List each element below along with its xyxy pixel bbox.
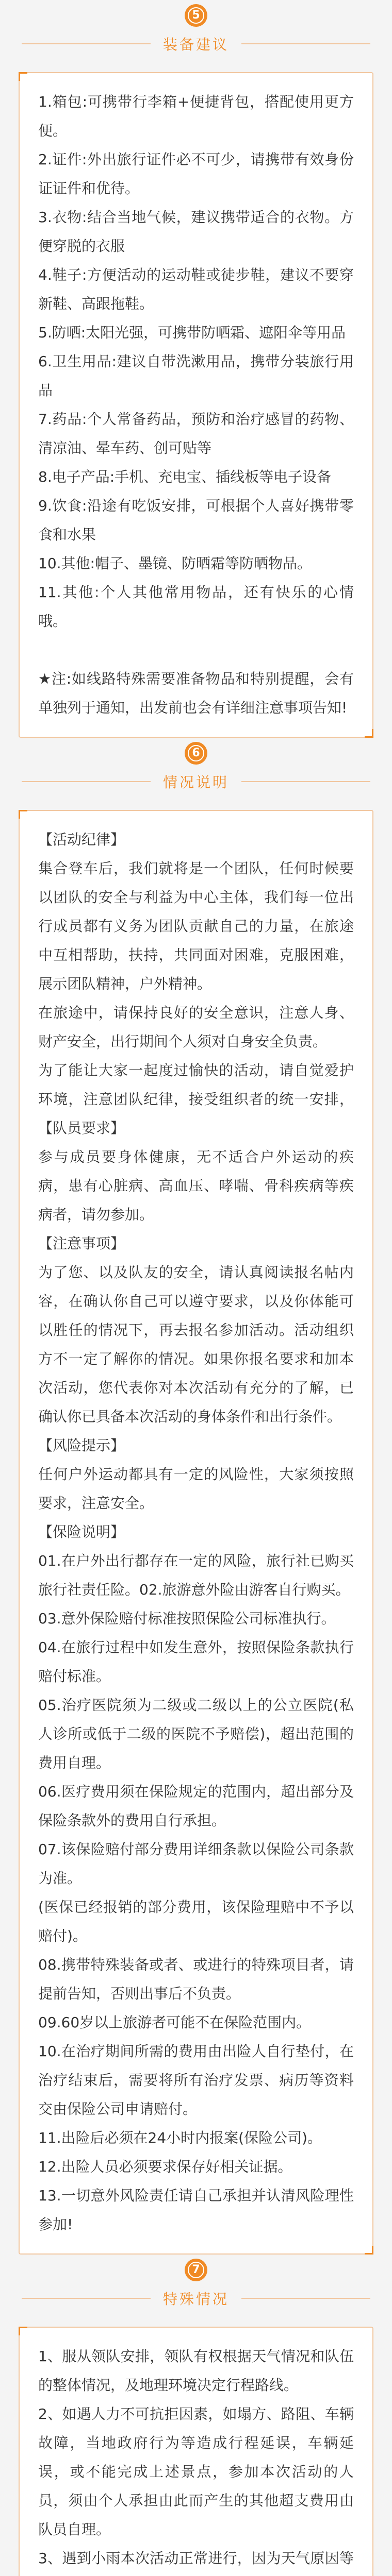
- paragraph: 5.防晒:太阳光强，可携带防晒霜、遮阳伞等用品: [38, 324, 346, 341]
- paragraph: 01.在户外出行都存在一定的风险，旅行社已购买旅行社责任险。02.旅游意外险由游客自行购买。: [38, 1552, 354, 1598]
- paragraph: (医保已经报销的部分费用，该保险理赔中不予以赔付)。: [38, 1899, 354, 1944]
- paragraph: 7.药品:个人常备药品，预防和治疗感冒的药物、清凉油、晕车药、创可贴等: [38, 411, 354, 456]
- paragraph: 07.该保险赔付部分费用详细条款以保险公司条款为准。: [38, 1841, 354, 1887]
- paragraph: 11.其他:个人其他常用物品，还有快乐的心情哦。: [38, 584, 354, 630]
- paragraph: 08.携带特殊装备或者、或进行的特殊项目者，请提前告知，否则出事后不负责。: [38, 1956, 354, 2002]
- section-number-badge: 6: [185, 742, 207, 765]
- paragraph: 4.鞋子:方便活动的运动鞋或徒步鞋，建议不要穿新鞋、高跟拖鞋。: [38, 266, 354, 312]
- paragraph: 9.饮食:沿途有吃饭安排，可根据个人喜好携带零食和水果: [38, 497, 354, 543]
- paragraph: 03.意外保险赔付标准按照保险公司标准执行。: [38, 1610, 336, 1627]
- paragraph: 06.医疗费用须在保险规定的范围内，超出部分及保险条款外的费用自行承担。: [38, 1783, 354, 1829]
- paragraph: 任何户外运动都具有一定的风险性，大家须按照要求，注意安全。: [38, 1466, 354, 1512]
- divider-line: [241, 2298, 370, 2299]
- content-box: [19, 2327, 373, 2576]
- section-number-badge: 7: [185, 2259, 207, 2281]
- paragraph: 6.卫生用品:建议自带洗漱用品，携带分装旅行用品: [38, 353, 354, 399]
- paragraph: 2.证件:外出旅行证件必不可少，请携带有效身份证证件和优待。: [38, 151, 354, 197]
- paragraph: 04.在旅行过程中如发生意外，按照保险条款执行赔付标准。: [38, 1639, 354, 1685]
- paragraph: 为了能让大家一起度过愉快的活动，请自觉爱护环境，注意团队纪律，接受组织者的统一安排，【队员要求】: [38, 1062, 354, 1137]
- section-title: 装备建议: [162, 36, 229, 53]
- paragraph: 11.出险后必须在24小时内报案(保险公司)。: [38, 2129, 322, 2146]
- paragraph: 为了您、以及队友的安全，请认真阅读报名帖内容，在确认你自己可以遵守要求，以及你体能可以胜任的情况下，再去报名参加活动。活动组织方不一定了解你的情况。如果你报名要求和加本次活动，您代表你对本次活动有充分的了解，已确认你已具备本次活动的身体条件和出行条件。: [38, 1264, 354, 1425]
- content-box: [19, 810, 373, 2255]
- paragraph: 在旅途中，请保持良好的安全意识，注意人身、财产安全，出行期间个人须对自身安全负责。: [38, 1004, 354, 1050]
- paragraph: 【保险说明】: [38, 1523, 125, 1540]
- paragraph: 参与成员要身体健康，无不适合户外运动的疾病，患有心脏病、高血压、哮喘、骨科疾病等疾病者，请勿参加。: [38, 1148, 354, 1223]
- note-paragraph: ★注:如线路特殊需要准备物品和特别提醒，会有单独列于通知，出发前也会有详细注意事项告知!: [38, 670, 354, 716]
- section-titlebar: [0, 31, 392, 57]
- section-number-badge: 5: [185, 4, 207, 27]
- section-titlebar: [0, 2285, 392, 2311]
- paragraph: 8.电子产品:手机、充电宝、插线板等电子设备: [38, 468, 332, 485]
- divider-line: [22, 43, 151, 44]
- section-header: [0, 738, 392, 810]
- paragraph: 05.治疗医院须为二级或二级以上的公立医院(私人诊所或低于二级的医院不予赔偿)，超出范围的费用自理。: [38, 1697, 354, 1771]
- paragraph: 1、服从领队安排，领队有权根据天气情况和队伍的整体情况，及地理环境决定行程路线。: [38, 2348, 354, 2394]
- content-box: [19, 72, 373, 738]
- paragraph: 2、如遇人力不可抗拒因素，如塌方、路阻、车辆故障，当地政府行为等造成行程延误，车辆延误，或不能完成上述景点，参加本次活动的人员，须由个人承担由此而产生的其他超支费用由队员自理。: [38, 2405, 354, 2538]
- paragraph: 10.其他:帽子、墨镜、防晒霜等防晒物品。: [38, 555, 312, 572]
- divider-line: [241, 43, 370, 44]
- section-title: 情况说明: [162, 774, 229, 791]
- paragraph: 12.出险人员必须要求保存好相关证据。: [38, 2158, 292, 2175]
- section-header: [0, 2255, 392, 2327]
- divider-line: [22, 2298, 151, 2299]
- paragraph: 【风险提示】: [38, 1437, 125, 1454]
- paragraph: 13.一切意外风险责任请自己承担并认清风险理性参加!: [38, 2187, 354, 2233]
- section-header: [0, 0, 392, 72]
- paragraph: 3.衣物:结合当地气候，建议携带适合的衣物。方便穿脱的衣服: [38, 209, 354, 255]
- paragraph: 【活动纪律】: [38, 831, 125, 848]
- section-titlebar: [0, 769, 392, 794]
- section-equipment: [0, 0, 392, 738]
- section-situation: [0, 738, 392, 2255]
- divider-line: [241, 781, 370, 782]
- divider-line: [22, 781, 151, 782]
- paragraph: 1.箱包:可携带行李箱+便捷背包，搭配使用更方便。: [38, 93, 354, 139]
- paragraph: 10.在治疗期间所需的费用由出险人自行垫付，在治疗结束后，需要将所有治疗发票、病历等资料交由保险公司申请赔付。: [38, 2043, 354, 2117]
- paragraph: 【注意事项】: [38, 1235, 125, 1252]
- paragraph: 09.60岁以上旅游者可能不在保险范围内。: [38, 2014, 311, 2031]
- spacer: [38, 636, 354, 665]
- section-special: [0, 2255, 392, 2576]
- paragraph: 3、遇到小雨本次活动正常进行，因为天气原因等: [38, 2550, 354, 2567]
- section-title: 特殊情况: [162, 2291, 229, 2308]
- paragraph: 集合登车后，我们就将是一个团队，任何时候要以团队的安全与利益为中心主体，我们每一位出行成员都有义务为团队贡献自己的力量，在旅途中互相帮助，扶持，共同面对困难，克服困难，展示团队精神，户外精神。: [38, 860, 354, 992]
